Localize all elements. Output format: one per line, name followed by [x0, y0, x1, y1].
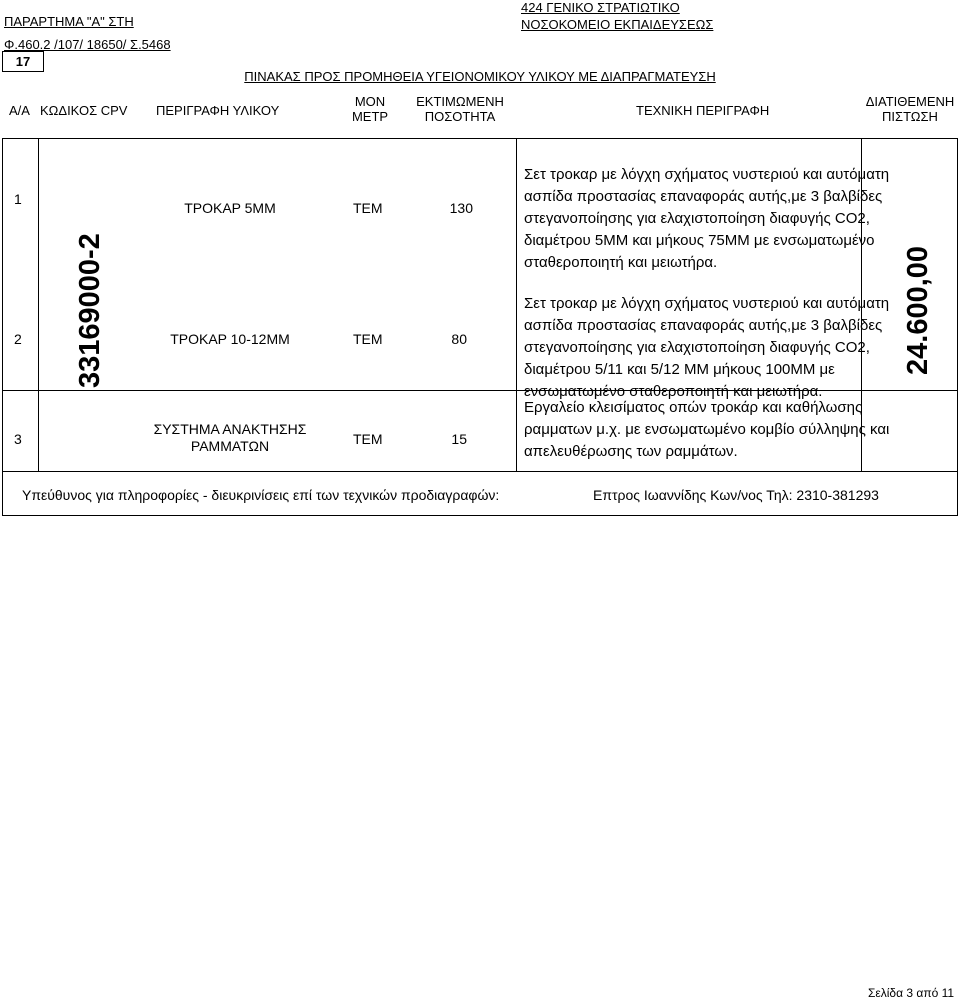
reference-number: Φ.460.2 /107/ 18650/ Σ.5468 — [4, 37, 171, 52]
row-number: 2 — [14, 331, 22, 347]
item-unit: ΤΕΜ — [353, 431, 383, 447]
column-header-unit: ΜΟΝ ΜΕΤΡ — [351, 94, 389, 124]
column-header-credit: ΔΙΑΤΙΘΕΜΕΝΗ ΠΙΣΤΩΣΗ — [865, 94, 955, 124]
row-number: 3 — [14, 431, 22, 447]
hospital-name-line2: ΝΟΣΟΚΟΜΕΙΟ ΕΚΠΑΙΔΕΥΣΕΩΣ — [521, 17, 714, 32]
column-header-quantity: ΕΚΤΙΜΩΜΕΝΗ ΠΟΣΟΤΗΤΑ — [416, 94, 504, 124]
item-quantity: 15 — [451, 431, 467, 447]
column-header-technical: ΤΕΧΝΙΚΗ ΠΕΡΙΓΡΑΦΗ — [636, 103, 770, 118]
table-top-border — [2, 138, 958, 139]
hospital-name-line1: 424 ΓΕΝΙΚΟ ΣΤΡΑΤΙΩΤΙΚΟ — [521, 0, 680, 15]
column-header-description: ΠΕΡΙΓΡΑΦΗ ΥΛΙΚΟΥ — [156, 103, 280, 118]
item-technical-description: Εργαλείο κλεισίματος οπών τροκάρ και καθήλωσης ραμματων μ.χ. με ενσωματωμένο κομβίο σύλληψης και απελευθέρωσης των ραμμάτων. — [524, 399, 890, 460]
item-quantity: 130 — [449, 200, 473, 216]
row-separator — [2, 471, 958, 472]
item-name: ΤΡΟΚΑΡ 5ΜΜ — [184, 200, 276, 216]
item-name: ΣΥΣΤΗΜΑ ΑΝΑΚΤΗΣΗΣ ΡΑΜΜΑΤΩΝ — [153, 421, 307, 454]
column-divider — [516, 138, 517, 472]
column-header-cpv: ΚΩΔΙΚΟΣ CPV — [40, 103, 128, 118]
annex-title: ΠΑΡΑΡΤΗΜΑ "Α" ΣΤΗ — [4, 14, 134, 29]
contact-info: Επτρος Ιωαννίδης Κων/νος Τηλ: 2310-381293 — [593, 487, 879, 503]
row-number: 1 — [14, 191, 22, 207]
item-name: ΤΡΟΚΑΡ 10-12ΜΜ — [170, 331, 290, 347]
table-right-border — [957, 138, 958, 516]
item-unit: ΤΕΜ — [353, 331, 383, 347]
cpv-code: 33169000-2 — [74, 233, 106, 388]
item-quantity: 80 — [451, 331, 467, 347]
item-technical-description: Σετ τροκαρ με λόγχη σχήματος νυστεριού και αυτόματη ασπίδα προστασίας επαναφοράς αυτής,με 3 βαλβίδες στεγανοποίησης για ελαχιστοποίηση διαφυγής CO2, διαμέτρου 5ΜΜ και μήκους 75ΜΜ με ενσωματωμένο σταθεροποιητή και μειωτήρα. — [524, 166, 890, 271]
info-responsible-label: Υπεύθυνος για πληροφορίες - διευκρινίσεις επί των τεχνικών προδιαγραφών: — [22, 487, 500, 503]
column-divider — [38, 138, 39, 472]
table-title: ΠΙΝΑΚΑΣ ΠΡΟΣ ΠΡΟΜΗΘΕΙΑ ΥΓΕΙΟΝΟΜΙΚΟΥ ΥΛΙΚΟΥ ΜΕ ΔΙΑΠΡΑΓΜΑΤΕΥΣΗ — [244, 69, 716, 84]
table-left-border — [2, 138, 3, 516]
table-bottom-border — [2, 515, 958, 516]
credit-amount: 24.600,00 — [902, 245, 934, 375]
box-number: 17 — [2, 51, 44, 72]
item-unit: ΤΕΜ — [353, 200, 383, 216]
column-header-aa: Α/Α — [9, 103, 30, 118]
item-technical-description: Σετ τροκαρ με λόγχη σχήματος νυστεριού και αυτόματη ασπίδα προστασίας επαναφοράς αυτής,με 3 βαλβίδες στεγανοποίησης για ελαχιστοποίηση διαφυγής CO2, διαμέτρου 5/11 και 5/12 ΜΜ μήκους 100ΜΜ με ενσωματωμένο σταθεροποιητή και μειωτήρα. — [524, 295, 890, 400]
page-number: Σελίδα 3 από 11 — [868, 986, 955, 1000]
